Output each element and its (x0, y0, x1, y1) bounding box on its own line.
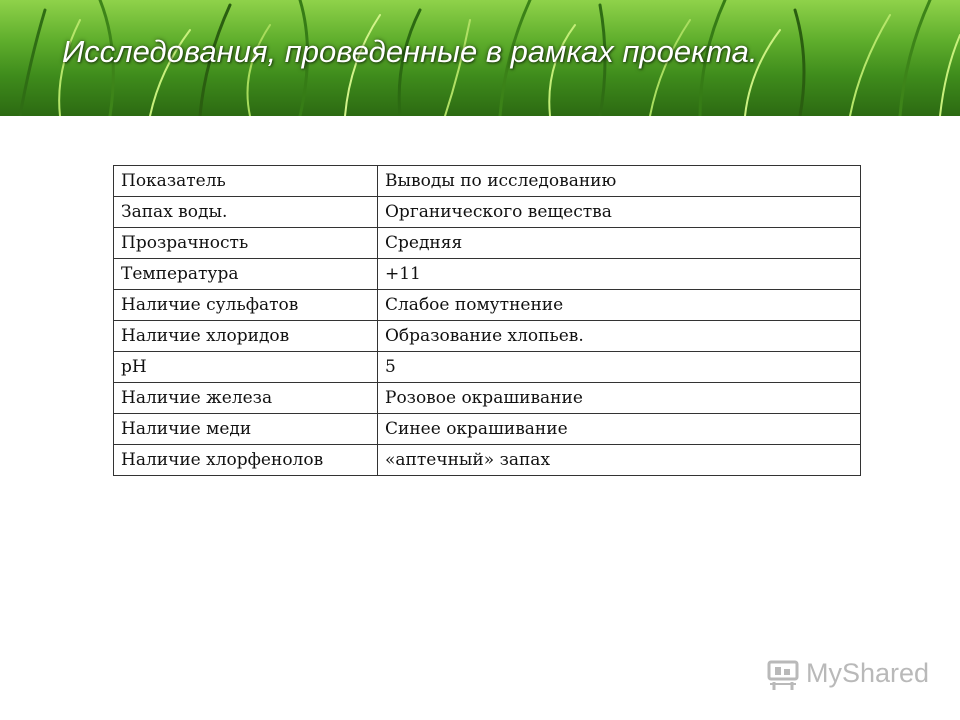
table-cell-indicator: Наличие меди (114, 414, 378, 445)
table-cell-indicator: Наличие железа (114, 383, 378, 414)
table-cell-conclusion: Розовое окрашивание (378, 383, 861, 414)
table-cell-conclusion: Органического вещества (378, 197, 861, 228)
table-row (114, 290, 861, 321)
table-row (114, 166, 861, 197)
table-row (114, 321, 861, 352)
table-cell-conclusion: +11 (378, 259, 861, 290)
table-row (114, 414, 861, 445)
table-cell-conclusion: Образование хлопьев. (378, 321, 861, 352)
table-cell-conclusion: Выводы по исследованию (378, 166, 861, 197)
table-cell-indicator: pH (114, 352, 378, 383)
table-row (114, 445, 861, 476)
table-cell-conclusion: Слабое помутнение (378, 290, 861, 321)
table-cell-conclusion: 5 (378, 352, 861, 383)
table-cell-conclusion: Средняя (378, 228, 861, 259)
table-cell-indicator: Прозрачность (114, 228, 378, 259)
myshared-watermark (766, 656, 930, 696)
presentation-board-icon (766, 658, 800, 692)
table-cell-indicator: Запах воды. (114, 197, 378, 228)
slide-title: Исследования, проведенные в рамках проекта. (62, 34, 758, 69)
table-cell-indicator: Наличие хлоридов (114, 321, 378, 352)
table-cell-indicator: Наличие хлорфенолов (114, 445, 378, 476)
table-row (114, 352, 861, 383)
table-row (114, 197, 861, 228)
table-row (114, 383, 861, 414)
header-banner (0, 0, 960, 116)
table-cell-conclusion: «аптечный» запах (378, 445, 861, 476)
table-row (114, 259, 861, 290)
table-cell-conclusion: Синее окрашивание (378, 414, 861, 445)
table-cell-indicator: Наличие сульфатов (114, 290, 378, 321)
table-row (114, 228, 861, 259)
research-table (113, 165, 861, 476)
table-cell-indicator: Показатель (114, 166, 378, 197)
watermark-brand: MyShared (806, 658, 930, 688)
table-cell-indicator: Температура (114, 259, 378, 290)
